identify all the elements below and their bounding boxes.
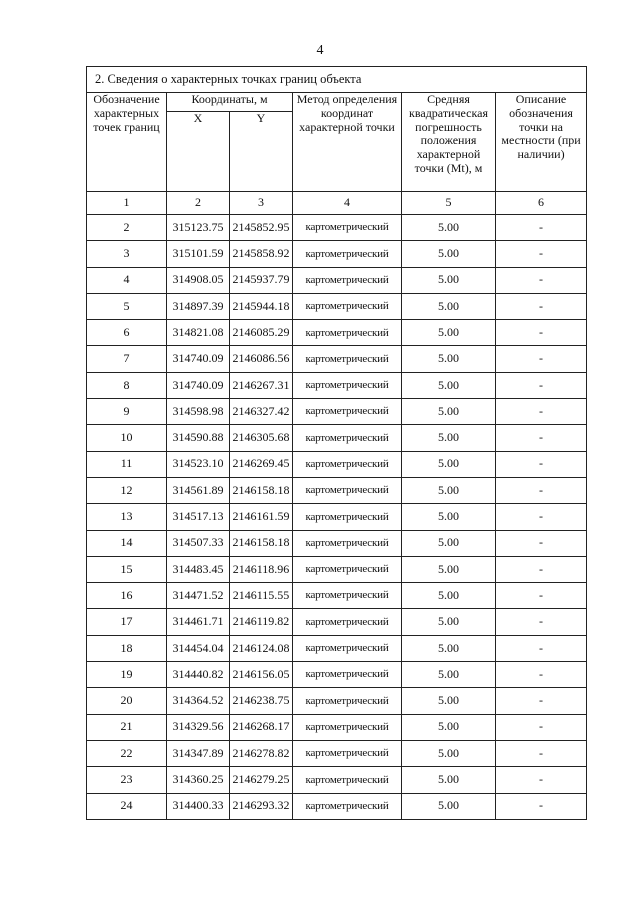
cell-accuracy: 5.00 — [402, 320, 496, 346]
cell-coordinate-x: 314897.39 — [167, 293, 230, 319]
cell-point-number: 6 — [87, 320, 167, 346]
column-number: 4 — [293, 192, 402, 215]
cell-point-number: 13 — [87, 504, 167, 530]
cell-coordinate-x: 314454.04 — [167, 635, 230, 661]
cell-coordinate-y: 2146327.42 — [230, 399, 293, 425]
cell-point-number: 24 — [87, 793, 167, 819]
table-row — [87, 767, 587, 793]
cell-description: - — [496, 609, 587, 635]
cell-point-number: 19 — [87, 662, 167, 688]
cell-method: картометрический — [293, 372, 402, 398]
cell-point-number: 14 — [87, 530, 167, 556]
cell-coordinate-x: 314483.45 — [167, 556, 230, 582]
cell-method: картометрический — [293, 425, 402, 451]
cell-description: - — [496, 320, 587, 346]
cell-coordinate-y: 2145858.92 — [230, 241, 293, 267]
cell-description: - — [496, 688, 587, 714]
cell-point-number: 22 — [87, 740, 167, 766]
cell-coordinate-x: 314507.33 — [167, 530, 230, 556]
cell-coordinate-x: 314360.25 — [167, 767, 230, 793]
column-number: 5 — [402, 192, 496, 215]
cell-coordinate-y: 2146118.96 — [230, 556, 293, 582]
table-row — [87, 477, 587, 503]
cell-method: картометрический — [293, 267, 402, 293]
cell-coordinate-x: 315101.59 — [167, 241, 230, 267]
cell-coordinate-y: 2146268.17 — [230, 714, 293, 740]
section-title-row — [87, 67, 587, 93]
cell-description: - — [496, 793, 587, 819]
cell-method: картометрический — [293, 740, 402, 766]
cell-point-number: 21 — [87, 714, 167, 740]
cell-point-number: 9 — [87, 399, 167, 425]
cell-coordinate-y: 2146158.18 — [230, 477, 293, 503]
cell-point-number: 10 — [87, 425, 167, 451]
header-accuracy: Средняя квадратическая погрешность положения характерной точки (Mt), м — [402, 93, 496, 192]
cell-method: картометрический — [293, 477, 402, 503]
cell-coordinate-y: 2146119.82 — [230, 609, 293, 635]
table-row — [87, 609, 587, 635]
cell-method: картометрический — [293, 241, 402, 267]
cell-accuracy: 5.00 — [402, 688, 496, 714]
page-number: 4 — [316, 43, 324, 58]
cell-point-number: 2 — [87, 215, 167, 241]
cell-point-number: 7 — [87, 346, 167, 372]
table-row — [87, 241, 587, 267]
cell-accuracy: 5.00 — [402, 451, 496, 477]
cell-description: - — [496, 583, 587, 609]
cell-coordinate-y: 2146269.45 — [230, 451, 293, 477]
cell-point-number: 23 — [87, 767, 167, 793]
cell-coordinate-x: 314561.89 — [167, 477, 230, 503]
cell-description: - — [496, 662, 587, 688]
cell-coordinate-y: 2146086.56 — [230, 346, 293, 372]
cell-accuracy: 5.00 — [402, 504, 496, 530]
column-number-row — [87, 192, 587, 215]
header-coordinates: Координаты, м — [167, 93, 293, 112]
table-row — [87, 372, 587, 398]
cell-coordinate-y: 2146278.82 — [230, 740, 293, 766]
cell-coordinate-x: 314740.09 — [167, 372, 230, 398]
table-row — [87, 635, 587, 661]
cell-description: - — [496, 372, 587, 398]
cell-coordinate-x: 315123.75 — [167, 215, 230, 241]
cell-coordinate-y: 2146158.18 — [230, 530, 293, 556]
cell-method: картометрический — [293, 767, 402, 793]
header-description: Описание обозначения точки на местности (при наличии) — [496, 93, 587, 192]
table-row — [87, 530, 587, 556]
cell-coordinate-x: 314471.52 — [167, 583, 230, 609]
cell-point-number: 20 — [87, 688, 167, 714]
cell-coordinate-x: 314523.10 — [167, 451, 230, 477]
cell-method: картометрический — [293, 609, 402, 635]
cell-point-number: 8 — [87, 372, 167, 398]
table-row — [87, 688, 587, 714]
cell-accuracy: 5.00 — [402, 583, 496, 609]
cell-description: - — [496, 740, 587, 766]
cell-description: - — [496, 556, 587, 582]
cell-coordinate-x: 314347.89 — [167, 740, 230, 766]
header-y: Y — [230, 112, 293, 192]
cell-description: - — [496, 504, 587, 530]
cell-method: картометрический — [293, 346, 402, 372]
table-row — [87, 583, 587, 609]
cell-description: - — [496, 451, 587, 477]
cell-description: - — [496, 293, 587, 319]
cell-coordinate-x: 314329.56 — [167, 714, 230, 740]
cell-coordinate-y: 2146279.25 — [230, 767, 293, 793]
section-title: 2. Сведения о характерных точках границ объекта — [87, 67, 587, 93]
cell-coordinate-x: 314440.82 — [167, 662, 230, 688]
cell-method: картометрический — [293, 451, 402, 477]
cell-coordinate-x: 314517.13 — [167, 504, 230, 530]
cell-accuracy: 5.00 — [402, 556, 496, 582]
cell-method: картометрический — [293, 293, 402, 319]
cell-point-number: 4 — [87, 267, 167, 293]
cell-description: - — [496, 714, 587, 740]
table-row — [87, 215, 587, 241]
cell-coordinate-y: 2146156.05 — [230, 662, 293, 688]
cell-accuracy: 5.00 — [402, 215, 496, 241]
cell-description: - — [496, 267, 587, 293]
cell-method: картометрический — [293, 635, 402, 661]
cell-point-number: 11 — [87, 451, 167, 477]
table-row — [87, 714, 587, 740]
header-x: X — [167, 112, 230, 192]
cell-accuracy: 5.00 — [402, 635, 496, 661]
cell-description: - — [496, 241, 587, 267]
cell-description: - — [496, 477, 587, 503]
cell-description: - — [496, 530, 587, 556]
cell-accuracy: 5.00 — [402, 267, 496, 293]
cell-method: картометрический — [293, 662, 402, 688]
cell-accuracy: 5.00 — [402, 425, 496, 451]
table-row — [87, 504, 587, 530]
cell-coordinate-y: 2146267.31 — [230, 372, 293, 398]
cell-accuracy: 5.00 — [402, 293, 496, 319]
cell-description: - — [496, 399, 587, 425]
cell-coordinate-y: 2146115.55 — [230, 583, 293, 609]
column-number: 3 — [230, 192, 293, 215]
table-row — [87, 320, 587, 346]
cell-method: картометрический — [293, 714, 402, 740]
cell-accuracy: 5.00 — [402, 714, 496, 740]
header-row — [87, 93, 587, 112]
cell-point-number: 5 — [87, 293, 167, 319]
cell-method: картометрический — [293, 399, 402, 425]
header-point-designation: Обозначение характерных точек границ — [87, 93, 167, 192]
cell-accuracy: 5.00 — [402, 609, 496, 635]
cell-coordinate-y: 2146124.08 — [230, 635, 293, 661]
cell-coordinate-y: 2146238.75 — [230, 688, 293, 714]
cell-accuracy: 5.00 — [402, 662, 496, 688]
cell-coordinate-y: 2145852.95 — [230, 215, 293, 241]
cell-description: - — [496, 215, 587, 241]
cell-method: картометрический — [293, 504, 402, 530]
cell-accuracy: 5.00 — [402, 399, 496, 425]
cell-method: картометрический — [293, 320, 402, 346]
table-row — [87, 293, 587, 319]
cell-accuracy: 5.00 — [402, 372, 496, 398]
cell-coordinate-x: 314908.05 — [167, 267, 230, 293]
table-row — [87, 399, 587, 425]
cell-method: картометрический — [293, 530, 402, 556]
table-row — [87, 346, 587, 372]
cell-description: - — [496, 767, 587, 793]
table-row — [87, 556, 587, 582]
table-row — [87, 793, 587, 819]
cell-coordinate-x: 314740.09 — [167, 346, 230, 372]
cell-coordinate-x: 314400.33 — [167, 793, 230, 819]
cell-coordinate-y: 2145944.18 — [230, 293, 293, 319]
cell-method: картометрический — [293, 556, 402, 582]
cell-method: картометрический — [293, 793, 402, 819]
cell-accuracy: 5.00 — [402, 477, 496, 503]
cell-coordinate-y: 2146293.32 — [230, 793, 293, 819]
table-row — [87, 425, 587, 451]
cell-coordinate-y: 2145937.79 — [230, 267, 293, 293]
cell-point-number: 18 — [87, 635, 167, 661]
cell-coordinate-x: 314461.71 — [167, 609, 230, 635]
cell-coordinate-x: 314821.08 — [167, 320, 230, 346]
column-number: 2 — [167, 192, 230, 215]
cell-point-number: 15 — [87, 556, 167, 582]
cell-point-number: 12 — [87, 477, 167, 503]
cell-coordinate-y: 2146305.68 — [230, 425, 293, 451]
header-method: Метод определения координат характерной точки — [293, 93, 402, 192]
cell-coordinate-x: 314590.88 — [167, 425, 230, 451]
table-row — [87, 740, 587, 766]
cell-coordinate-x: 314364.52 — [167, 688, 230, 714]
cell-point-number: 17 — [87, 609, 167, 635]
cell-point-number: 16 — [87, 583, 167, 609]
table-row — [87, 662, 587, 688]
cell-description: - — [496, 425, 587, 451]
boundary-points-table — [86, 66, 587, 820]
cell-accuracy: 5.00 — [402, 346, 496, 372]
cell-method: картометрический — [293, 215, 402, 241]
cell-accuracy: 5.00 — [402, 530, 496, 556]
cell-coordinate-x: 314598.98 — [167, 399, 230, 425]
cell-accuracy: 5.00 — [402, 793, 496, 819]
cell-point-number: 3 — [87, 241, 167, 267]
cell-description: - — [496, 635, 587, 661]
cell-coordinate-y: 2146161.59 — [230, 504, 293, 530]
table-row — [87, 451, 587, 477]
table-row — [87, 267, 587, 293]
cell-coordinate-y: 2146085.29 — [230, 320, 293, 346]
cell-accuracy: 5.00 — [402, 740, 496, 766]
cell-accuracy: 5.00 — [402, 767, 496, 793]
cell-description: - — [496, 346, 587, 372]
cell-method: картометрический — [293, 688, 402, 714]
column-number: 1 — [87, 192, 167, 215]
cell-method: картометрический — [293, 583, 402, 609]
column-number: 6 — [496, 192, 587, 215]
cell-accuracy: 5.00 — [402, 241, 496, 267]
